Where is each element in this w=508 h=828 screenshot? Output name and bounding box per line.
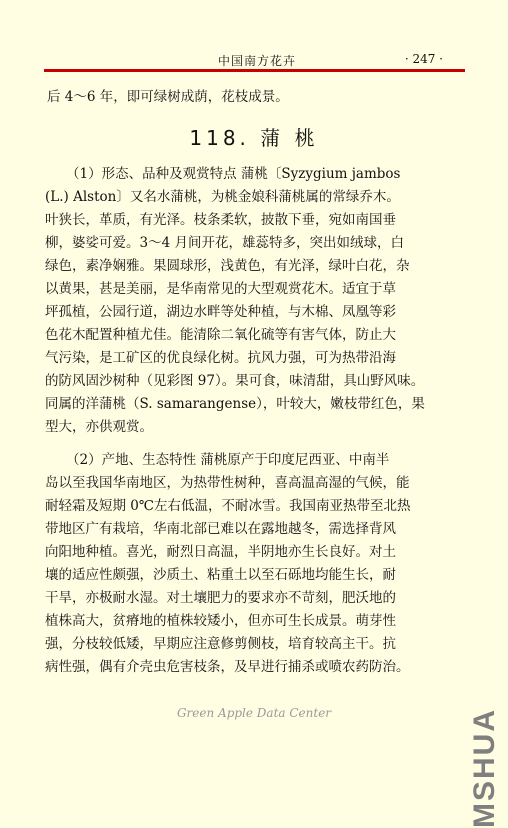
body-line: （2）产地、生态特性 蒲桃原产于印度尼西亚、中南半 [66,452,390,468]
side-watermark: MSHUA [468,708,501,828]
body-line: 干旱，亦极耐水湿。对土壤肥力的要求亦不苛刻，肥沃地的 [45,590,396,606]
body-line: 耐轻霜及短期 0℃左右低温，不耐冰雪。我国南亚热带至北热 [45,498,411,514]
body-line: 叶狭长，革质，有光泽。枝条柔软，披散下垂，宛如南国垂 [45,212,396,228]
running-header-title: 中国南方花卉 [218,54,297,68]
body-line: （1）形态、品种及观赏特点 蒲桃〔Syzygium jambos [66,166,401,182]
body-line: 岛以至我国华南地区，为热带性树种，喜高温高湿的气候，能 [45,475,410,491]
bottom-watermark: Green Apple Data Center [176,706,332,720]
section-title: 118. 蒲 桃 [189,126,319,150]
header-rule [44,69,465,72]
body-line: 气污染，是工矿区的优良绿化树。抗风力强，可为热带沿海 [45,350,396,366]
body-line: (L.) Alston〕又名水蒲桃，为桃金娘科蒲桃属的常绿乔木。 [45,189,400,205]
body-line: 带地区广有栽培，华南北部已难以在露地越冬，需选择背风 [45,521,396,537]
body-line: 同属的洋蒲桃（S. samarangense），叶较大，嫩枝带红色，果 [45,396,425,412]
body-line: 色花木配置种植尤佳。能清除二氧化硫等有害气体，防止大 [45,327,396,343]
body-line: 病性强，偶有介壳虫危害枝条，及早进行捕杀或喷农药防治。 [45,659,410,675]
body-line: 柳，婆娑可爱。3～4 月间开花，雄蕊特多，突出如绒球，白 [45,235,404,251]
body-line: 向阳地种植。喜光，耐烈日高温，半阴地亦生长良好。对土 [45,544,396,560]
body-line: 以黄果，甚是美丽，是华南常见的大型观赏花木。适宜于草 [45,281,396,297]
body-line: 坪孤植，公园行道，湖边水畔等处种植，与木棉、凤凰等彩 [45,304,396,320]
body-line: 壤的适应性颇强，沙质土、粘重土以至石砾地均能生长，耐 [45,567,396,583]
body-line: 型大，亦供观赏。 [45,419,153,435]
body-line: 的防风固沙树种（见彩图 97）。果可食，味清甜，具山野风味。 [45,373,425,389]
body-line: 强，分枝较低矮，早期应注意修剪侧枝，培育较高主干。抗 [45,636,396,652]
body-line: 绿色，素净娴雅。果圆球形，浅黄色，有光泽，绿叶白花，杂 [45,258,410,274]
body-line: 植株高大，贫瘠地的植株较矮小，但亦可生长成景。萌芽性 [45,613,396,629]
page-number: · 247 · [404,52,443,66]
body-line: 后 4～6 年，即可绿树成荫，花枝成景。 [47,89,289,105]
